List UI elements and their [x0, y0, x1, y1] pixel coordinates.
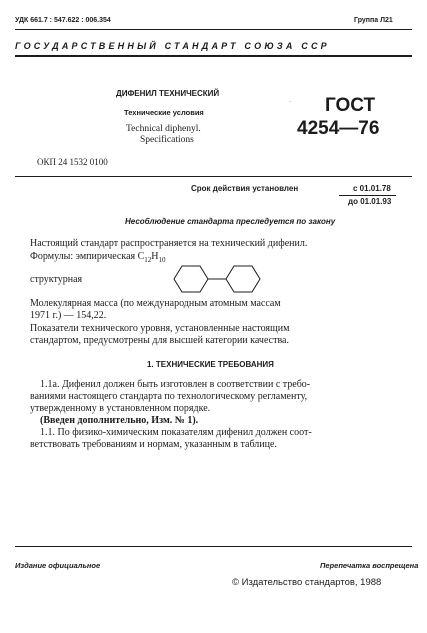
- group-code: Группа Л21: [354, 17, 393, 24]
- clause-1-1a-line2: ваниями настоящего стандарта по технологическому регламенту,: [30, 391, 308, 402]
- intro-scope: Настоящий стандарт распространяется на технический дифенил.: [30, 238, 308, 249]
- benzene-ring-left: [174, 266, 208, 292]
- clause-1-1-line1: 1.1. По физико-химическим показателям дифенил должен соот-: [40, 427, 312, 438]
- header-rule-top: [15, 29, 412, 30]
- quality-line2: стандартом, предусмотрены для высшей категории качества.: [30, 335, 289, 346]
- reprint-notice: Перепечатка воспрещена: [320, 561, 419, 570]
- amendment-note: (Введен дополнительно, Изм. № 1).: [40, 415, 199, 426]
- intro-formulas: [30, 251, 166, 266]
- benzene-ring-right: [226, 266, 260, 292]
- product-name-en: Technical diphenyl.: [126, 124, 201, 134]
- biphenyl-structure-diagram: [170, 262, 266, 296]
- validity-label: Срок действия установлен: [191, 184, 299, 193]
- section-heading: 1. ТЕХНИЧЕСКИЕ ТРЕБОВАНИЯ: [147, 360, 274, 369]
- product-subtitle-en: Specifications: [140, 135, 194, 145]
- validity-underline: [339, 195, 396, 196]
- clause-1-1a-line3: утвержденному в установленном порядке.: [30, 403, 211, 414]
- margin-mark: –: [289, 100, 292, 105]
- udk-code: УДК 661.7 : 547.622 : 006.354: [15, 17, 111, 24]
- formula-hydrogen: Н: [151, 251, 159, 262]
- quality-line1: Показатели технического уровня, установленные настоящим: [30, 323, 290, 334]
- validity-from: с 01.01.78: [353, 184, 391, 193]
- molar-mass-line1: Молекулярная масса (по международным атомным массам: [30, 298, 281, 309]
- formula-prefix: Формулы: эмпирическая С: [30, 251, 145, 262]
- clause-1-1-line2: ветствовать требованиям и нормам, указанным в таблице.: [30, 439, 277, 450]
- legal-warning-text: Несоблюдение стандарта преследуется по закону: [125, 217, 336, 226]
- okp-rule: [15, 176, 412, 177]
- official-edition: Издание официальное: [15, 561, 101, 570]
- gost-number: 4254—76: [297, 118, 380, 139]
- product-subtitle: Технические условия: [124, 108, 204, 117]
- formula-sub-carbon: 12: [144, 256, 152, 264]
- gost-label: ГОСТ: [325, 95, 376, 116]
- organization-title: ГОСУДАРСТВЕННЫЙ СТАНДАРТ СОЮЗА ССР: [15, 41, 330, 51]
- header-rule-bottom: [15, 55, 412, 57]
- validity-to: до 01.01.93: [348, 197, 392, 206]
- molar-mass-line2: 1971 г.) — 154,22.: [30, 310, 107, 321]
- footer-rule: [15, 546, 412, 547]
- okp-code: ОКП 24 1532 0100: [37, 157, 108, 167]
- structural-label: структурная: [30, 274, 83, 285]
- formula-sub-hydrogen: 10: [158, 256, 166, 264]
- copyright-notice: © Издательство стандартов, 1988: [232, 577, 382, 588]
- clause-1-1a-line1: 1.1а. Дифенил должен быть изготовлен в соответствии с требо-: [40, 379, 311, 390]
- legal-warning: [125, 217, 335, 226]
- product-name: ДИФЕНИЛ ТЕХНИЧЕСКИЙ: [116, 89, 220, 98]
